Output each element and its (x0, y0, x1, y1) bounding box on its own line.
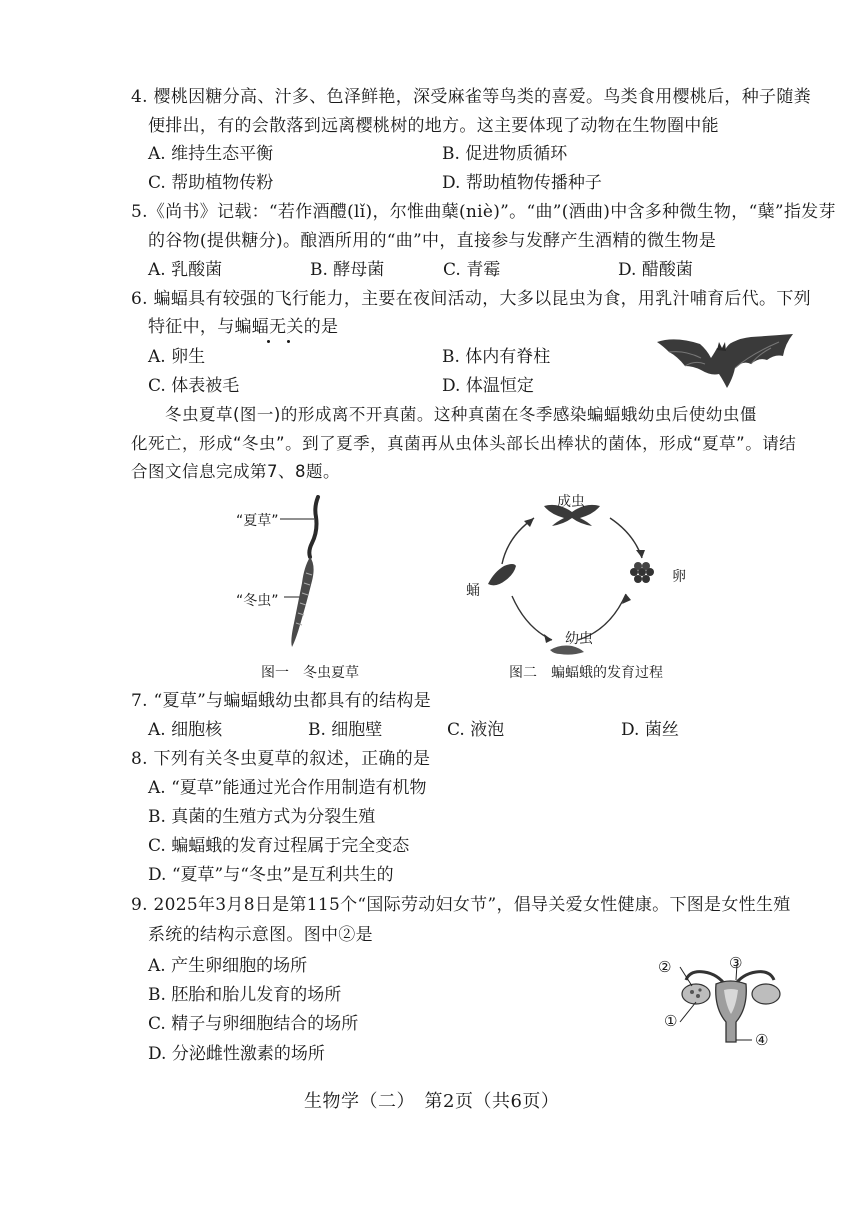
page-footer: 生物学（二） 第2页（共6页） (304, 1091, 560, 1112)
q7-stem: 7. “夏草”与蝙蝠蛾幼虫都具有的结构是 (131, 691, 432, 711)
q7-option-b: B. 细胞壁 (308, 720, 383, 740)
cordyceps-illustration (270, 495, 350, 655)
q5-option-d: D. 醋酸菌 (618, 260, 693, 280)
q9-option-b: B. 胚胎和胎儿发育的场所 (148, 985, 342, 1005)
q7-option-d: D. 菌丝 (621, 720, 679, 740)
figure2-caption: 图二 蝙蝠蛾的发育过程 (509, 665, 663, 681)
q6-stem-line1: 6. 蝙蝠具有较强的飞行能力，主要在夜间活动，大多以昆虫为食，用乳汁哺育后代。下列 (131, 289, 811, 309)
q5-stem-line2: 的谷物(提供糖分)。酿酒所用的“曲”中，直接参与发酵产生酒精的微生物是 (148, 231, 717, 251)
q6-option-c: C. 体表被毛 (148, 376, 240, 396)
q5-option-a: A. 乳酸菌 (148, 260, 223, 280)
q6-stem-line2: 特征中，与蝙蝠无关的是 (148, 317, 339, 337)
diagram-marker-3: ③ (729, 954, 743, 972)
q8-option-b: B. 真菌的生殖方式为分裂生殖 (148, 807, 376, 827)
q4-option-a: A. 维持生态平衡 (148, 144, 274, 164)
q6-option-d: D. 体温恒定 (442, 376, 534, 396)
q8-stem: 8. 下列有关冬虫夏草的叙述，正确的是 (131, 749, 431, 769)
figure1-caption: 图一 冬虫夏草 (261, 665, 359, 681)
emphasis-dot (267, 340, 270, 343)
q4-stem-line1: 4. 樱桃因糖分高、汁多、色泽鲜艳，深受麻雀等鸟类的喜爱。鸟类食用樱桃后，种子随粪 (131, 87, 811, 107)
figure2-stage-egg: 卵 (672, 569, 686, 585)
passage-line2: 化死亡，形成“冬虫”。到了夏季，真菌再从虫体头部长出棒状的菌体，形成“夏草”。请结 (131, 434, 797, 453)
q5-option-c: C. 青霉 (443, 260, 501, 280)
q6-option-a: A. 卵生 (148, 347, 206, 367)
q4-option-d: D. 帮助植物传播种子 (442, 173, 602, 193)
q5-option-b: B. 酵母菌 (310, 260, 385, 280)
diagram-marker-2: ② (658, 958, 672, 976)
q9-stem-line2: 系统的结构示意图。图中②是 (148, 925, 373, 945)
q5-stem-line1: 5.《尚书》记载：“若作酒醴(lǐ)，尔惟曲蘖(niè)”。“曲”(酒曲)中含多种微生物，“蘖”指发芽 (131, 202, 836, 222)
q9-option-c: C. 精子与卵细胞结合的场所 (148, 1014, 359, 1034)
diagram-marker-1: ① (664, 1012, 678, 1030)
q6-option-b: B. 体内有脊柱 (442, 347, 551, 367)
q7-option-c: C. 液泡 (447, 720, 505, 740)
q8-option-c: C. 蝙蝠蛾的发育过程属于完全变态 (148, 836, 410, 856)
figure1-label-winter-worm: “冬虫” (236, 593, 279, 609)
emphasis-dot (287, 340, 290, 343)
q9-option-a: A. 产生卵细胞的场所 (148, 956, 308, 976)
q4-stem-line2: 便排出，有的会散落到远离樱桃树的地方。这主要体现了动物在生物圈中能 (148, 116, 719, 136)
diagram-marker-4: ④ (755, 1031, 769, 1049)
q7-option-a: A. 细胞核 (148, 720, 223, 740)
q4-option-c: C. 帮助植物传粉 (148, 173, 274, 193)
q8-option-a: A. “夏草”能通过光合作用制造有机物 (148, 778, 427, 798)
passage-line3: 合图文信息完成第7、8题。 (131, 462, 340, 481)
figure2-stage-pupa: 蛹 (466, 583, 480, 599)
q4-option-b: B. 促进物质循环 (442, 144, 568, 164)
figure2-stage-adult: 成虫 (557, 494, 585, 510)
passage-line1: 冬虫夏草(图一)的形成离不开真菌。这种真菌在冬季感染蝙蝠蛾幼虫后使幼虫僵 (165, 405, 757, 424)
figure1-label-summer-grass: “夏草” (236, 513, 279, 529)
q9-option-d: D. 分泌雌性激素的场所 (148, 1044, 325, 1064)
q9-stem-line1: 9. 2025年3月8日是第115个“国际劳动妇女节”，倡导关爱女性健康。下图是女性生殖 (131, 895, 791, 915)
bat-icon (655, 330, 795, 395)
q8-option-d: D. “夏草”与“冬虫”是互利共生的 (148, 865, 394, 885)
figure2-stage-larva: 幼虫 (565, 631, 593, 647)
